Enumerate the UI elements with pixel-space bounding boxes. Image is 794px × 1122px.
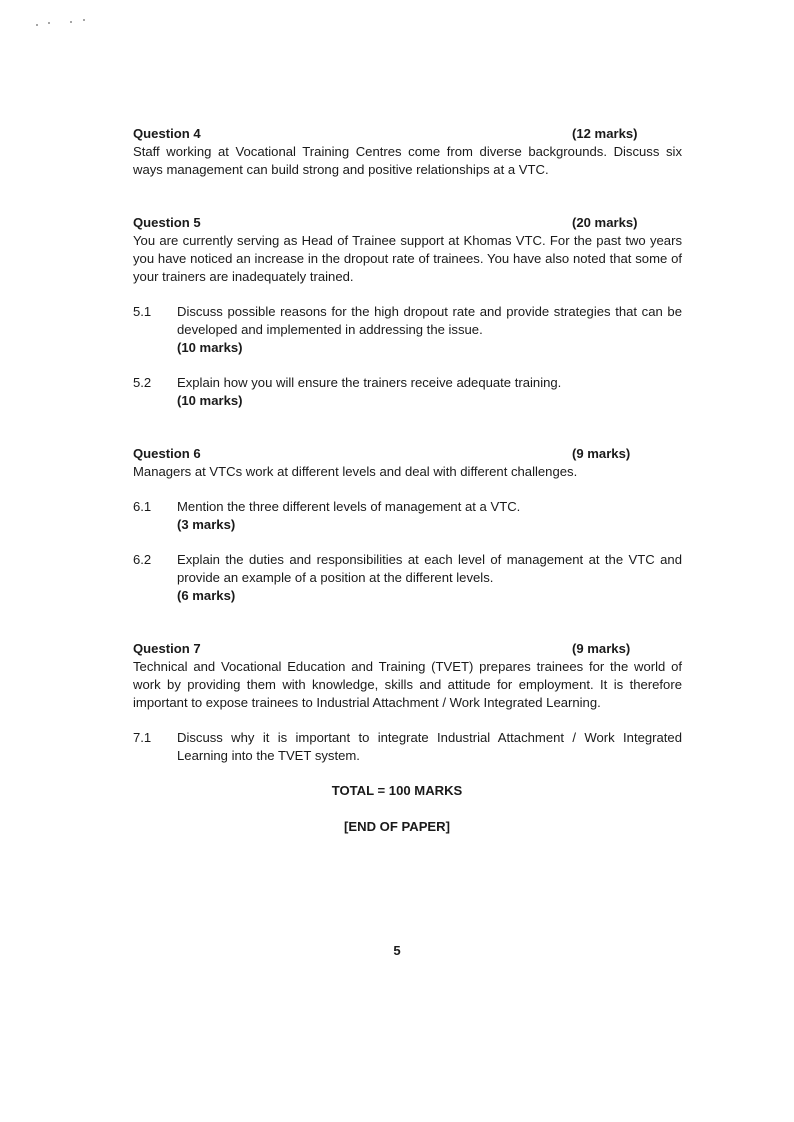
subquestion-marks: (3 marks) bbox=[177, 517, 236, 532]
subquestion-text: Discuss why it is important to integrate Industrial Attachment / Work Integrated Learning into the TVET system. bbox=[177, 730, 682, 763]
end-of-paper: [END OF PAPER] bbox=[344, 819, 450, 834]
question-4-header bbox=[133, 125, 682, 143]
speck bbox=[70, 21, 72, 23]
question-7-marks: (9 marks) bbox=[572, 641, 631, 656]
question-5 bbox=[133, 214, 682, 286]
question-4-title: Question 4 bbox=[133, 126, 201, 141]
subquestion-7-1 bbox=[133, 729, 682, 765]
subquestion-5-1 bbox=[133, 303, 682, 357]
subquestion-marks: (6 marks) bbox=[177, 588, 236, 603]
question-4-marks: (12 marks) bbox=[572, 126, 638, 141]
subquestion-text: Mention the three different levels of management at a VTC. bbox=[177, 499, 521, 514]
total-marks: TOTAL = 100 MARKS bbox=[331, 783, 463, 798]
question-4-text: Staff working at Vocational Training Centres come from diverse backgrounds. Discuss six ways management can build strong and positive relationships at a VTC. bbox=[133, 144, 682, 177]
subquestion-number: 5.1 bbox=[133, 304, 152, 319]
question-5-header bbox=[133, 214, 682, 232]
question-7-header bbox=[133, 640, 682, 658]
subquestion-5-2 bbox=[133, 374, 682, 410]
subquestion-number: 6.2 bbox=[133, 552, 152, 567]
speck bbox=[48, 22, 50, 24]
subquestion-marks: (10 marks) bbox=[177, 340, 243, 355]
question-7-text: Technical and Vocational Education and Training (TVET) prepares trainees for the world of work by providing them with knowledge, skills and attitude for employment. It is therefore important to expose trainees to Industrial Attachment / Work Integrated Learning. bbox=[133, 659, 682, 710]
question-5-marks: (20 marks) bbox=[572, 215, 638, 230]
subquestion-text: Explain how you will ensure the trainers receive adequate training. bbox=[177, 375, 562, 390]
question-7-title: Question 7 bbox=[133, 641, 201, 656]
subquestion-number: 5.2 bbox=[133, 375, 152, 390]
question-4 bbox=[133, 125, 682, 179]
subquestion-text: Discuss possible reasons for the high dropout rate and provide strategies that can be developed and implemented in addressing the issue. bbox=[177, 304, 682, 337]
subquestion-number: 7.1 bbox=[133, 730, 152, 745]
subquestion-6-1 bbox=[133, 498, 682, 534]
scan-specks bbox=[36, 18, 96, 30]
question-6-text: Managers at VTCs work at different levels and deal with different challenges. bbox=[133, 464, 578, 479]
speck bbox=[83, 19, 85, 21]
question-5-text: You are currently serving as Head of Trainee support at Khomas VTC. For the past two years you have noticed an increase in the dropout rate of trainees. You have also noted that some of your trainers are inadequately trained. bbox=[133, 233, 682, 284]
question-6-title: Question 6 bbox=[133, 446, 201, 461]
question-6-header bbox=[133, 445, 682, 463]
subquestion-number: 6.1 bbox=[133, 499, 152, 514]
subquestion-marks: (10 marks) bbox=[177, 393, 243, 408]
question-7 bbox=[133, 640, 682, 712]
subquestion-text: Explain the duties and responsibilities at each level of management at the VTC and provide an example of a position at the different levels. bbox=[177, 552, 682, 585]
speck bbox=[36, 24, 38, 26]
question-6 bbox=[133, 445, 682, 481]
page-number: 5 bbox=[393, 943, 401, 958]
question-6-marks: (9 marks) bbox=[572, 446, 631, 461]
subquestion-6-2 bbox=[133, 551, 682, 605]
question-5-title: Question 5 bbox=[133, 215, 201, 230]
